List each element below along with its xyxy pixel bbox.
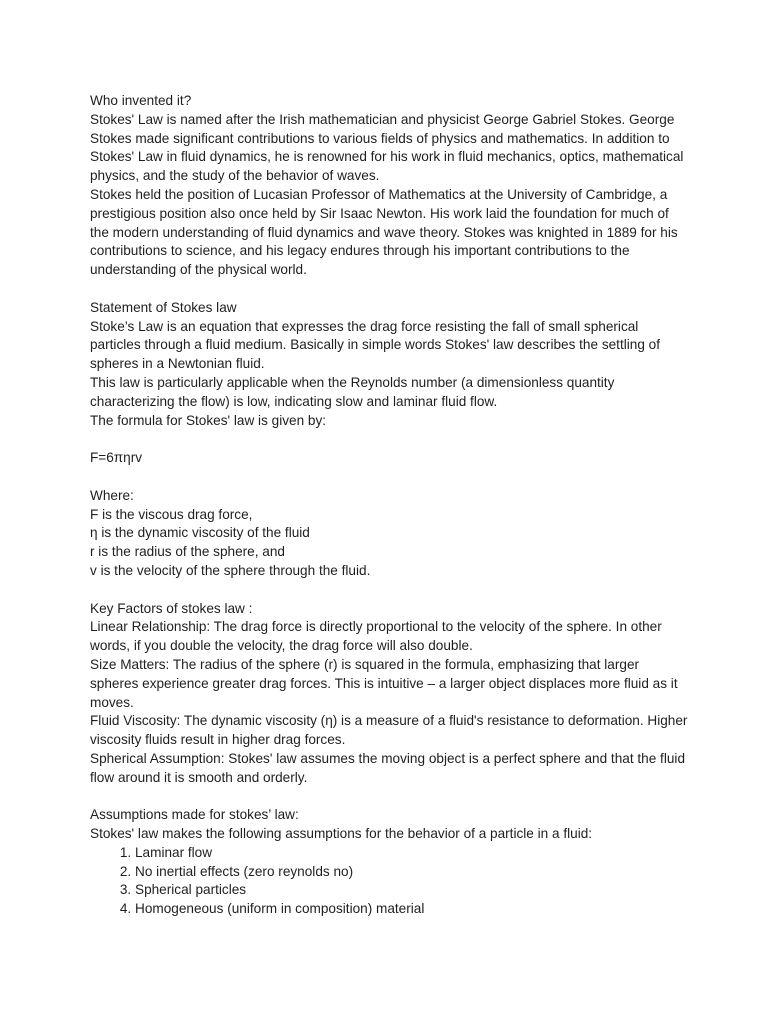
factor-fluid-viscosity: Fluid Viscosity: The dynamic viscosity (η) is a measure of a fluid's resistance to deformation. Higher viscosity fluids result in higher drag forces. [90,713,688,748]
factor-size-matters: Size Matters: The radius of the sphere (r) is squared in the formula, emphasizing that larger spheres experience greater drag forces. This is intuitive – a larger object displaces more fluid as it moves. [90,656,678,710]
assumptions-intro: Stokes' law makes the following assumptions for the behavior of a particle in a fluid: [90,826,593,842]
list-item: 4. Homogeneous (uniform in composition) material [135,900,690,919]
list-item: 2. No inertial effects (zero reynolds no) [135,863,690,882]
list-item: 1. Laminar flow [135,844,690,863]
assumptions-heading: Assumptions made for stokes’ law: [90,807,299,823]
blank-line [90,787,690,806]
list-item: 3. Spherical particles [135,881,690,900]
factor-spherical-assumption: Spherical Assumption: Stokes' law assumes the moving object is a perfect sphere and that the fluid flow around it is smooth and orderly. [90,750,685,785]
inventor-paragraph-2: Stokes held the position of Lucasian Professor of Mathematics at the University of Cambridge, a prestigious position also once held by Sir Isaac Newton. His work laid the foundation for much of the modern understanding of fluid dynamics and wave theory. Stokes was knighted in 1889 for his contributions to science, and his legacy endures through his important contributions to the understanding of the physical world. [90,186,678,278]
inventor-paragraph-1: Stokes' Law is named after the Irish mathematician and physicist George Gabriel Stokes. George Stokes made significant contributions to various fields of physics and mathematics. In addition to Stokes' Law in fluid dynamics, he is renowned for his work in fluid mechanics, optics, mathematical physics, and the study of the behavior of waves. [90,111,684,184]
definition-velocity: v is the velocity of the sphere through the fluid. [90,562,371,578]
blank-line [90,468,690,487]
definition-viscosity: η is the dynamic viscosity of the fluid [90,525,310,541]
definition-force: F is the viscous drag force, [90,506,253,522]
assumptions-list [90,844,690,919]
factor-linear-relationship: Linear Relationship: The drag force is directly proportional to the velocity of the sphere. In other words, if you double the velocity, the drag force will also double. [90,619,662,654]
statement-heading: Statement of Stokes law [90,299,237,315]
blank-line [90,581,690,600]
stokes-formula: F=6πηrv [90,450,143,466]
statement-paragraph-1: Stoke’s Law is an equation that expresses the drag force resisting the fall of small spherical particles through a fluid medium. Basically in simple words Stokes' law describes the settling of spheres in a Newtonian fluid. [90,318,661,372]
where-label: Where: [90,487,134,503]
blank-line [90,430,690,449]
statement-paragraph-3: The formula for Stokes' law is given by: [90,412,327,428]
factors-heading: Key Factors of stokes law : [90,600,253,616]
inventor-heading: Who invented it? [90,93,192,108]
definition-radius: r is the radius of the sphere, and [90,544,285,560]
document-page [90,92,690,919]
blank-line [90,280,690,299]
statement-paragraph-2: This law is particularly applicable when the Reynolds number (a dimensionless quantity characterizing the flow) is low, indicating slow and laminar fluid flow. [90,374,615,409]
